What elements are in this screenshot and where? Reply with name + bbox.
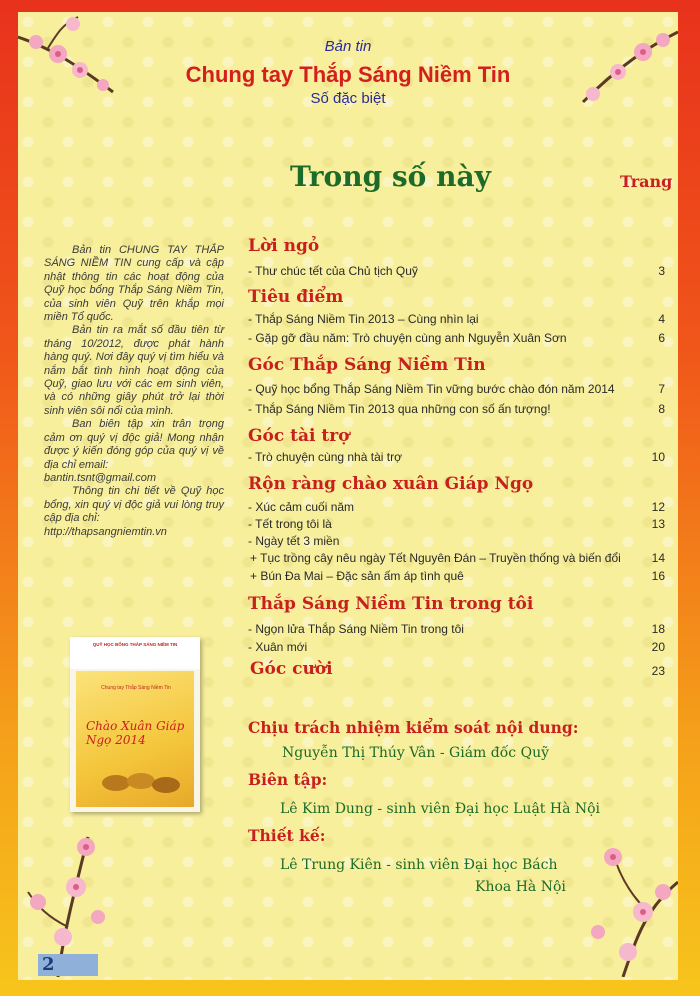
toc-item[interactable]: - Trò chuyện cùng nhà tài trợ — [248, 450, 402, 464]
horses-icon — [96, 761, 186, 801]
toc-heading: Trong số này — [290, 160, 491, 193]
page-number: 2 — [38, 954, 98, 976]
toc-section-title: Góc cười — [250, 659, 333, 679]
sidebar-email-link[interactable]: bantin.tsnt@gmail.com — [44, 471, 157, 484]
toc-item-page: 16 — [651, 569, 665, 583]
toc-section-title: Tiêu điểm — [248, 287, 344, 307]
credit-content-name: Nguyễn Thị Thúy Vân - Giám đốc Quỹ — [282, 745, 550, 761]
toc-item-page: 18 — [651, 622, 665, 636]
toc-section-title: Góc Thắp Sáng Niềm Tin — [248, 355, 486, 375]
newsletter-title: Chung tay Thắp Sáng Niềm Tin — [185, 62, 511, 87]
cover-title: Chung tay Thắp Sáng Niềm Tin — [101, 685, 171, 691]
toc-item-page: 7 — [658, 382, 665, 396]
cover-art — [76, 671, 194, 807]
cover-brand: QUỸ HỌC BỔNG THẮP SÁNG NIỀM TIN — [92, 642, 178, 647]
sidebar-website-link[interactable]: http://thapsangniemtin.vn — [44, 525, 167, 538]
toc-item-page: 14 — [651, 551, 665, 565]
credit-editor-heading: Biên tập: — [248, 770, 328, 789]
toc-item-page: 10 — [651, 450, 665, 464]
toc-item[interactable]: - Quỹ học bổng Thắp Sáng Niềm Tin vững bước chào đón năm 2014 — [248, 382, 615, 396]
toc-item[interactable]: - Gặp gỡ đầu năm: Trò chuyện cùng anh Nguyễn Xuân Sơn — [248, 331, 567, 345]
toc-item[interactable]: + Bún Đa Mai – Đặc sản ấm áp tình quê — [250, 569, 464, 583]
sidebar-intro — [44, 244, 224, 539]
newsletter-subtitle: Số đặc biệt — [310, 90, 386, 107]
toc-item-page: 13 — [651, 517, 665, 531]
toc-item[interactable]: - Thư chúc tết của Chủ tịch Quỹ — [248, 264, 418, 278]
sidebar-paragraph: Ban biên tập xin trân trọng cảm ơn quý vị độc giả! Mong nhận được ý kiến đóng góp của quý vị về địa chỉ email: — [44, 418, 224, 471]
toc-section-title: Rộn ràng chào xuân Giáp Ngọ — [248, 474, 534, 494]
toc-section-title: Lời ngỏ — [248, 236, 320, 256]
toc-item[interactable]: + Tục trồng cây nêu ngày Tết Nguyên Đán – Truyền thống và biến đổi — [250, 551, 621, 565]
credit-design-name: Lê Trung Kiên - sinh viên Đại học Bách — [280, 857, 558, 873]
toc-item-page: 6 — [658, 331, 665, 345]
sidebar-paragraph: Bản tin CHUNG TAY THẮP SÁNG NIỀM TIN cung cấp và cập nhật thông tin các hoạt động của Quỹ học bổng Thắp Sáng Niềm Tin, của sinh viên Quỹ trên khắp mọi miền Tổ quốc. — [44, 244, 224, 324]
toc-item[interactable]: - Tết trong tôi là — [248, 517, 332, 531]
toc-item[interactable]: - Xúc cảm cuối năm — [248, 500, 355, 514]
newsletter-kicker: Bản tin — [324, 38, 372, 55]
toc-item[interactable]: - Xuân mới — [248, 640, 308, 654]
toc-item-page: 12 — [651, 500, 665, 514]
toc-item-page: 20 — [651, 640, 665, 654]
blossom-branch-bottom-left-icon — [18, 817, 128, 977]
toc-item-page: 4 — [658, 312, 665, 326]
credit-design-name-continued: Khoa Hà Nội — [475, 879, 566, 895]
cover-thumbnail — [70, 637, 200, 812]
toc-section-title: Thắp Sáng Niềm Tin trong tôi — [248, 594, 534, 614]
sidebar-paragraph: Thông tin chi tiết về Quỹ học bổng, xin quý vị độc giả vui lòng truy cập địa chỉ: — [44, 485, 224, 525]
toc-item[interactable]: - Thắp Sáng Niềm Tin 2013 qua những con số ấn tượng! — [248, 402, 551, 416]
cover-header — [70, 637, 200, 669]
sidebar-paragraph: Bản tin ra mắt số đầu tiên từ tháng 10/2012, được phát hành hàng quý. Nơi đây quý vị tìm hiểu và nắm bắt tình hình hoạt động của Quỹ, giao lưu với các em sinh viên, và có những giây phút trở lại thời sinh viên sôi nổi của mình. — [44, 324, 224, 417]
blossom-branch-top-left-icon — [18, 12, 138, 102]
toc-item-page: 23 — [651, 664, 665, 678]
credit-editor-name: Lê Kim Dung - sinh viên Đại học Luật Hà Nội — [280, 801, 601, 817]
blossom-branch-bottom-right-icon — [568, 812, 678, 977]
cover-greeting: Chào Xuân Giáp Ngọ 2014 — [86, 719, 185, 747]
toc-item[interactable]: - Ngọn lửa Thắp Sáng Niềm Tin trong tôi — [248, 622, 464, 636]
page-column-heading: Trang — [620, 172, 673, 191]
newsletter-page — [18, 12, 678, 980]
toc-section-title: Góc tài trợ — [248, 426, 350, 446]
credit-design-heading: Thiết kế: — [248, 826, 326, 845]
credit-content-heading: Chịu trách nhiệm kiểm soát nội dung: — [248, 718, 579, 737]
toc-item-page: 8 — [658, 402, 665, 416]
toc-item[interactable]: - Thắp Sáng Niềm Tin 2013 – Cùng nhìn lại — [248, 312, 479, 326]
toc-item-page: 3 — [658, 264, 665, 278]
toc-item[interactable]: - Ngày tết 3 miền — [248, 534, 340, 548]
